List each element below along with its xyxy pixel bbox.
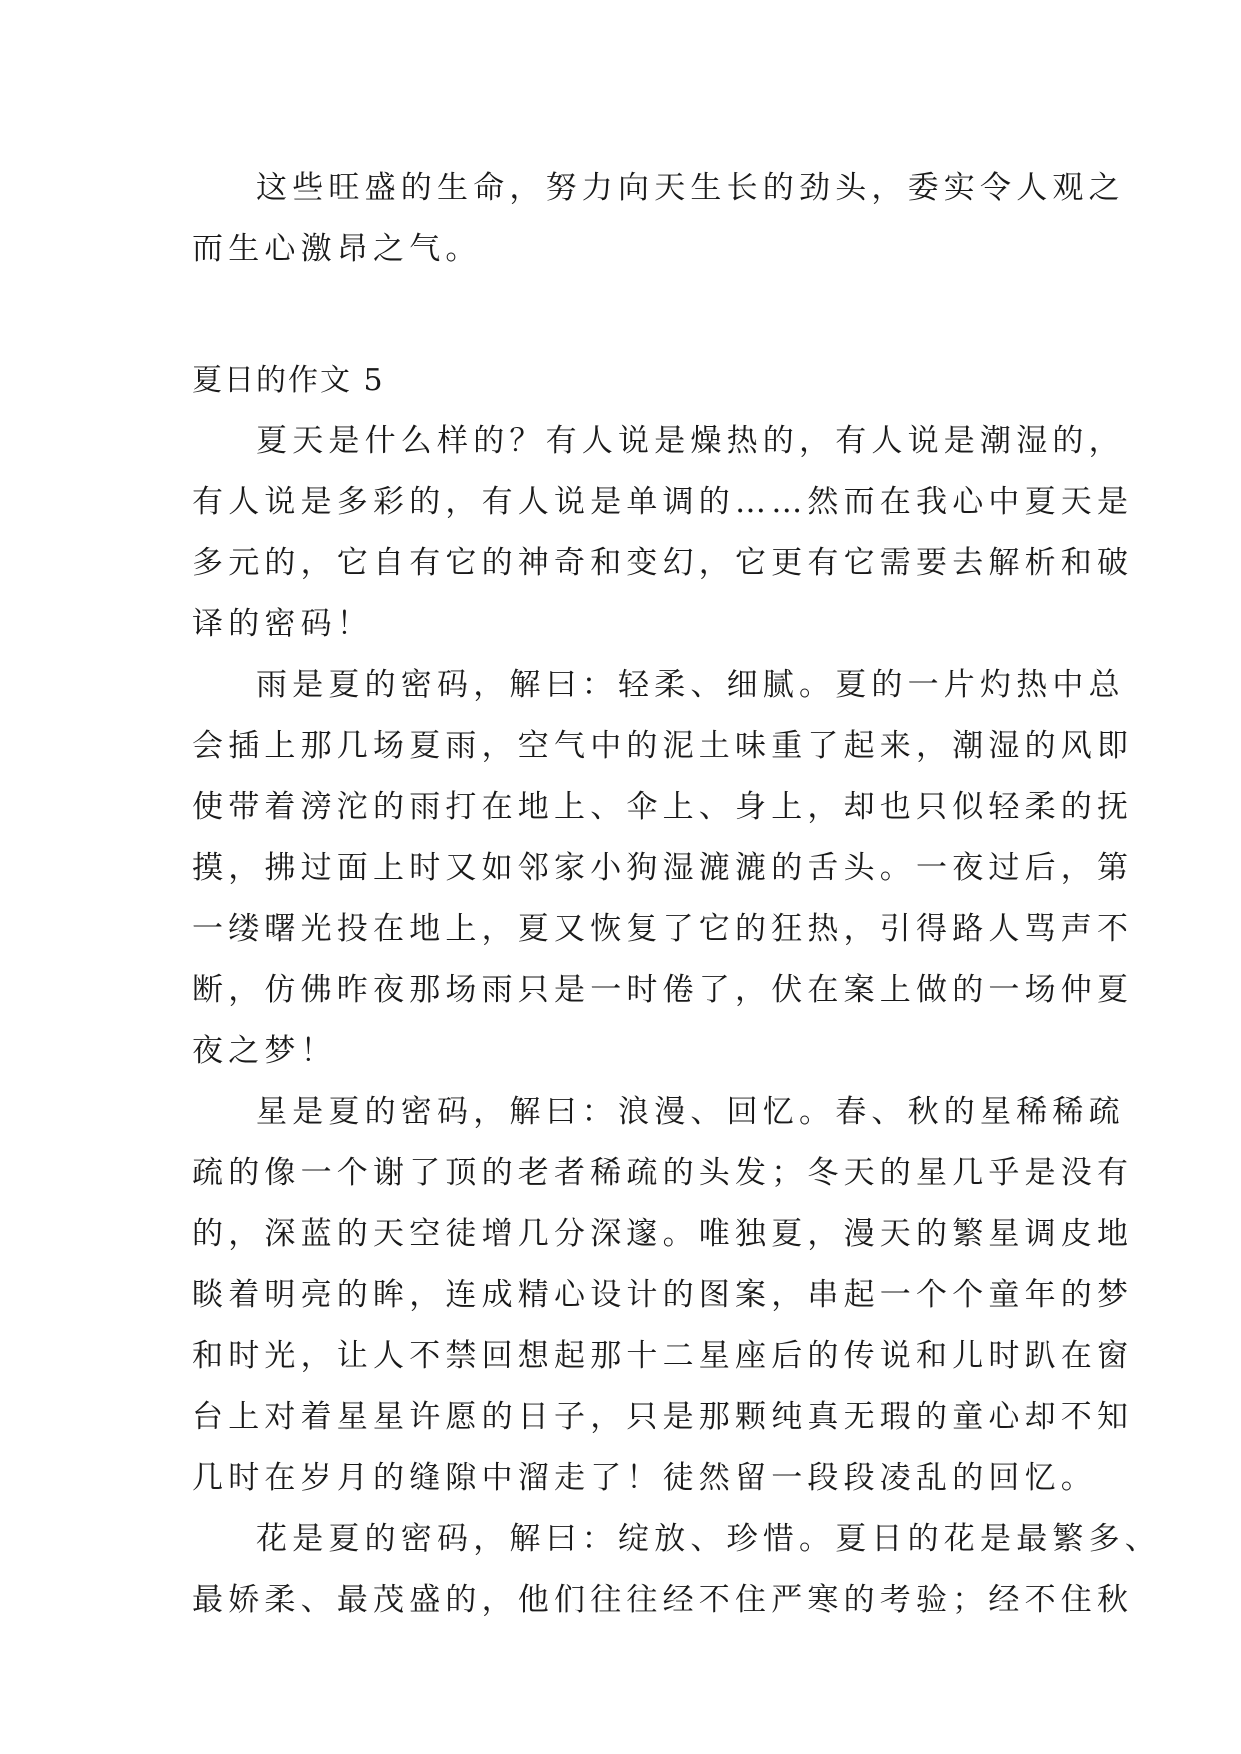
paragraph-stars — [192, 1082, 1134, 1509]
paragraph-line: 多元的，它自有它的神奇和变幻，它更有它需要去解析和破 — [192, 545, 1134, 581]
paragraph-line: 摸，拂过面上时又如邻家小狗湿漉漉的舌头。一夜过后，第 — [192, 850, 1134, 886]
opening-paragraph — [192, 158, 1125, 280]
paragraph-line: 花是夏的密码，解曰：绽放、珍惜。夏日的花是最繁多、 — [256, 1521, 1161, 1557]
paragraph-summer-intro — [192, 411, 1134, 655]
paragraph-line: 雨是夏的密码，解曰：轻柔、细腻。夏的一片灼热中总 — [256, 667, 1125, 703]
paragraph-line: 的，深蓝的天空徒增几分深邃。唯独夏，漫天的繁星调皮地 — [192, 1216, 1134, 1252]
paragraph-line: 译的密码！ — [192, 606, 373, 642]
paragraph-line: 夜之梦！ — [192, 1033, 337, 1069]
paragraph-line: 有人说是多彩的，有人说是单调的……然而在我心中夏天是 — [192, 484, 1134, 520]
paragraph-line: 这些旺盛的生命，努力向天生长的劲头，委实令人观之 — [256, 170, 1125, 206]
paragraph-flowers — [192, 1509, 1161, 1631]
paragraph-line: 一缕曙光投在地上，夏又恢复了它的狂热，引得路人骂声不 — [192, 911, 1134, 947]
paragraph-line: 几时在岁月的缝隙中溜走了！徒然留一段段凌乱的回忆。 — [192, 1460, 1097, 1496]
paragraph-line: 星是夏的密码，解曰：浪漫、回忆。春、秋的星稀稀疏 — [256, 1094, 1125, 1130]
paragraph-line: 睒着明亮的眸，连成精心设计的图案，串起一个个童年的梦 — [192, 1277, 1134, 1313]
paragraph-line: 台上对着星星许愿的日子，只是那颗纯真无瑕的童心却不知 — [192, 1399, 1134, 1435]
paragraph-line: 和时光，让人不禁回想起那十二星座后的传说和儿时趴在窗 — [192, 1338, 1134, 1374]
paragraph-rain — [192, 655, 1134, 1082]
text-column — [192, 158, 1161, 1631]
paragraph-line: 夏天是什么样的？有人说是燥热的，有人说是潮湿的， — [256, 423, 1125, 459]
paragraph-line: 而生心激昂之气。 — [192, 231, 482, 267]
paragraph-line: 最娇柔、最茂盛的，他们往往经不住严寒的考验；经不住秋 — [192, 1582, 1134, 1618]
section-gap — [192, 280, 1072, 350]
paragraph-line: 疏的像一个谢了顶的老者稀疏的头发；冬天的星几乎是没有 — [192, 1155, 1134, 1191]
paragraph-line: 会插上那几场夏雨，空气中的泥土味重了起来，潮湿的风即 — [192, 728, 1134, 764]
section-title: 夏日的作文 5 — [192, 363, 385, 398]
paragraph-line: 使带着滂沱的雨打在地上、伞上、身上，却也只似轻柔的抚 — [192, 789, 1134, 825]
paragraph-line: 断，仿佛昨夜那场雨只是一时倦了，伏在案上做的一场仲夏 — [192, 972, 1134, 1008]
